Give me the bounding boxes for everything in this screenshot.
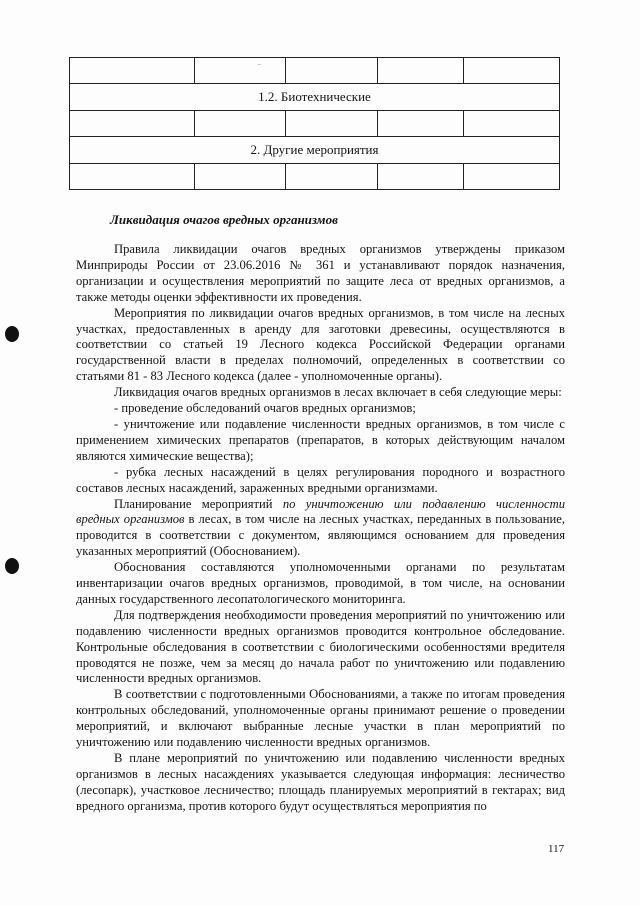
table-row — [70, 111, 560, 137]
paragraph — [76, 401, 565, 417]
table-cell — [378, 164, 464, 190]
paragraph — [76, 465, 565, 497]
table-section-row — [70, 137, 560, 164]
table-cell — [464, 164, 560, 190]
paragraph — [76, 560, 565, 608]
paragraph — [76, 497, 565, 561]
table-cell — [378, 58, 464, 84]
paragraph-text: Для подтверждения необходимости проведения мероприятий по уничтожению или подавлению численности вредных организмов проводится контрольное обследование. Контрольные обследования в соответствии с биологическими особенностями вредителя проводятся не позже, чем за месяц до начала работ по уничтожению или подавлению численности вредных организмов. — [76, 607, 565, 686]
paragraph — [76, 242, 565, 306]
paragraph-text: В соответствии с подготовленными Обоснованиями, а также по итогам проведения контрольных обследований, уполномоченные органы принимают решение о проведении мероприятий, и включают выбранные лесные участки в план мероприятий по уничтожению или подавлению численности вредных организмов. — [76, 687, 565, 750]
table-cell — [70, 164, 195, 190]
scan-mark: ⁻ — [257, 62, 262, 71]
paragraph-text: - рубка лесных насаждений в целях регулирования породного и возрастного составов лесных насаждений, зараженных вредными организмами. — [76, 464, 565, 495]
paragraph-text: Обоснования составляются уполномоченными органами по результатам инвентаризации очагов вредных организмов, проводимой, в том числе, на основании данных государственного лесопатологического мониторинга. — [76, 560, 565, 606]
page-number: 117 — [548, 843, 565, 855]
table-section-label: 1.2. Биотехнические — [70, 84, 560, 111]
table-cell — [286, 164, 378, 190]
paragraph — [76, 751, 565, 815]
paragraph-text: Ликвидация очагов вредных организмов в лесах включает в себя следующие меры: — [114, 385, 562, 400]
table-cell — [464, 111, 560, 137]
paragraph-text: В плане мероприятий по уничтожению или подавлению численности вредных организмов в лесных насаждениях указывается следующая информация: лесничество (лесопарк), участковое лесничество; площадь планируемых мероприятий в гектарах; вид вредного организма, против которого будут осуществляться мероприятия по — [76, 751, 565, 813]
paragraph-text: Правила ликвидации очагов вредных организмов утверждены приказом Минприроды России от 23.06.2016 № 361 и устанавливают порядок назначения, организации и осуществления мероприятий по защите леса от вредных организмов, а также методы оценки эффективности их проведения. — [76, 242, 565, 304]
table-row — [70, 58, 560, 84]
document-body — [76, 242, 565, 815]
paragraph — [76, 608, 565, 688]
emphasis-text: по уничтожению или подавлению численности вредных организмов — [76, 496, 566, 527]
paragraph-text: - уничтожение или подавление численности вредных организмов, в том числе с применением химических препаратов (препаратов, в которых действующим началом являются химические вещества); — [76, 416, 565, 463]
punch-hole-icon — [5, 326, 19, 342]
punch-hole-icon — [5, 558, 19, 574]
paragraph-text: в лесах, в том числе на лесных участках, переданных в пользование, проводится в соответствии с документом, являющимся основанием для проведения указанных мероприятий (Обоснованием). — [76, 512, 565, 559]
paragraph — [76, 385, 565, 401]
table-cell — [194, 164, 286, 190]
table-cell — [378, 111, 464, 137]
table-section-row — [70, 84, 560, 111]
table-cell — [70, 111, 195, 137]
paragraph-text: - проведение обследований очагов вредных организмов; — [114, 401, 416, 416]
table-row — [70, 164, 560, 190]
table-cell — [194, 111, 286, 137]
paragraph — [76, 306, 565, 386]
paragraph — [76, 687, 565, 751]
table-cell — [464, 58, 560, 84]
table-cell — [70, 58, 195, 84]
activities-table — [69, 57, 560, 190]
table-cell — [286, 111, 378, 137]
table-cell — [194, 58, 286, 84]
table-section-label: 2. Другие мероприятия — [70, 137, 560, 164]
paragraph-text: Мероприятия по ликвидации очагов вредных организмов, в том числе на лесных участках, предоставленных в аренду для заготовки древесины, осуществляются в соответствии со статьей 19 Лесного кодекса Российской Федерации органами государственной власти в пределах полномочий, определенных в соответствии со статьями 81 - 83 Лесного кодекса (далее - уполномоченные органы). — [76, 305, 565, 384]
paragraph-text: Планирование мероприятий — [114, 496, 283, 511]
section-heading: Ликвидация очагов вредных организмов — [110, 212, 338, 227]
table-cell — [286, 58, 378, 84]
paragraph — [76, 417, 565, 465]
